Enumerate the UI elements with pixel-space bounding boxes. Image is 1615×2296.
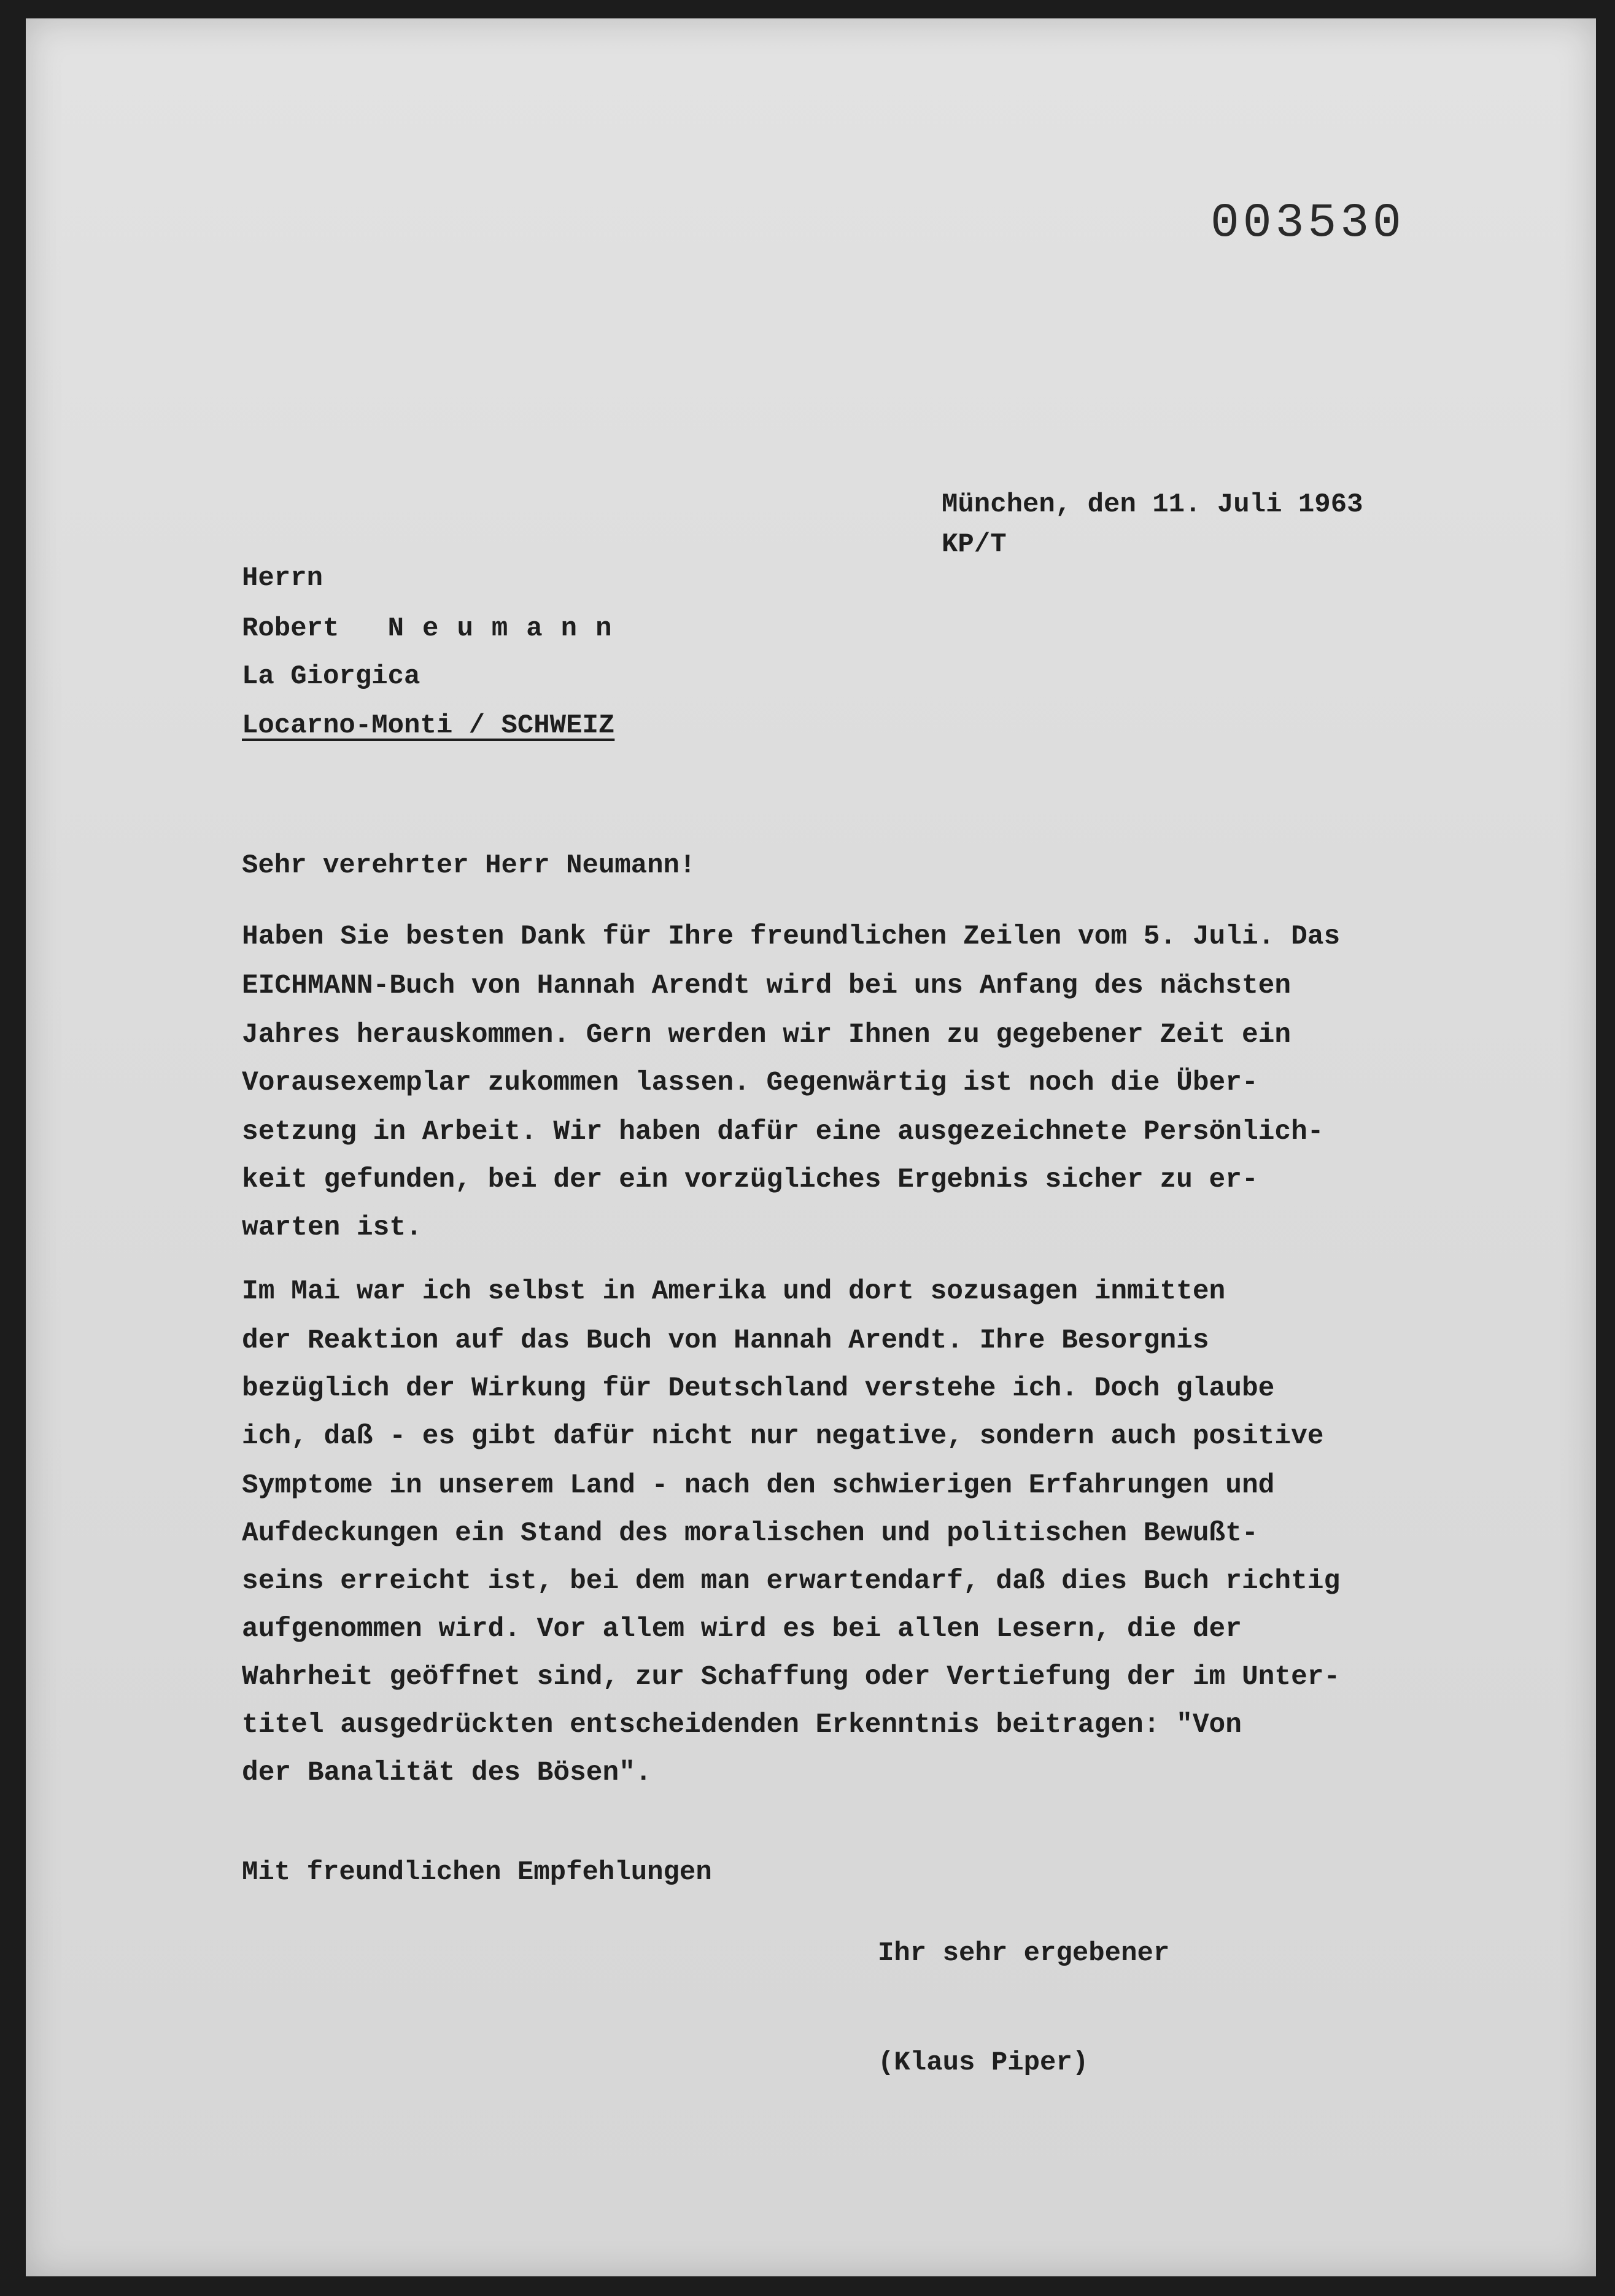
valediction: Ihr sehr ergebener	[878, 1938, 1170, 1969]
paragraph1-line: keit gefunden, bei der ein vorzügliches Ergebnis sicher zu er-	[242, 1165, 1258, 1195]
closing: Mit freundlichen Empfehlungen	[242, 1857, 712, 1888]
greeting: Sehr verehrter Herr Neumann!	[242, 850, 696, 881]
paragraph2-line: Symptome in unserem Land - nach den schwierigen Erfahrungen und	[242, 1470, 1275, 1501]
paragraph1-line: EICHMANN-Buch von Hannah Arendt wird bei uns Anfang des nächsten	[242, 971, 1292, 1001]
paragraph2-line: seins erreicht ist, bei dem man erwartendarf, daß dies Buch richtig	[242, 1566, 1341, 1597]
paragraph2-line: aufgenommen wird. Vor allem wird es bei allen Lesern, die der	[242, 1614, 1242, 1645]
paragraph2-line: Im Mai war ich selbst in Amerika und dort sozusagen inmitten	[242, 1276, 1226, 1307]
signature-name: (Klaus Piper)	[878, 2047, 1089, 2078]
paragraph1-line: setzung in Arbeit. Wir haben dafür eine ausgezeichnete Persönlich-	[242, 1117, 1324, 1147]
recipient-name	[242, 615, 630, 642]
paragraph1-line: Vorausexemplar zukommen lassen. Gegenwärtig ist noch die Über-	[242, 1068, 1258, 1098]
recipient-address: La Giorgica	[242, 661, 420, 692]
paragraph2-line: Aufdeckungen ein Stand des moralischen und politischen Bewußt-	[242, 1518, 1258, 1549]
recipient-first-name: Robert	[242, 613, 339, 644]
recipient-salutation: Herrn	[242, 563, 323, 594]
initials: KP/T	[942, 529, 1007, 560]
paragraph2-line: der Reaktion auf das Buch von Hannah Arendt. Ihre Besorgnis	[242, 1325, 1209, 1356]
paragraph2-line: bezüglich der Wirkung für Deutschland verstehe ich. Doch glaube	[242, 1373, 1275, 1404]
paragraph1-line: Haben Sie besten Dank für Ihre freundlichen Zeilen vom 5. Juli. Das	[242, 921, 1341, 952]
reference-number: 003530	[1210, 196, 1405, 250]
place-date: München, den 11. Juli 1963	[942, 489, 1363, 520]
paragraph2-line: titel ausgedrückten entscheidenden Erkenntnis beitragen: "Von	[242, 1710, 1242, 1740]
recipient-city-country: Locarno-Monti / SCHWEIZ	[242, 710, 615, 741]
paragraph1-line: Jahres herauskommen. Gern werden wir Ihnen zu gegebener Zeit ein	[242, 1020, 1292, 1050]
paragraph2-line: ich, daß - es gibt dafür nicht nur negative, sondern auch positive	[242, 1421, 1324, 1452]
paragraph2-line: Wahrheit geöffnet sind, zur Schaffung oder Vertiefung der im Unter-	[242, 1662, 1341, 1693]
paragraph1-line: warten ist.	[242, 1212, 422, 1243]
recipient-last-name: Neumann	[387, 613, 630, 644]
letter-page	[26, 18, 1596, 2276]
paragraph2-line: der Banalität des Bösen".	[242, 1758, 652, 1788]
